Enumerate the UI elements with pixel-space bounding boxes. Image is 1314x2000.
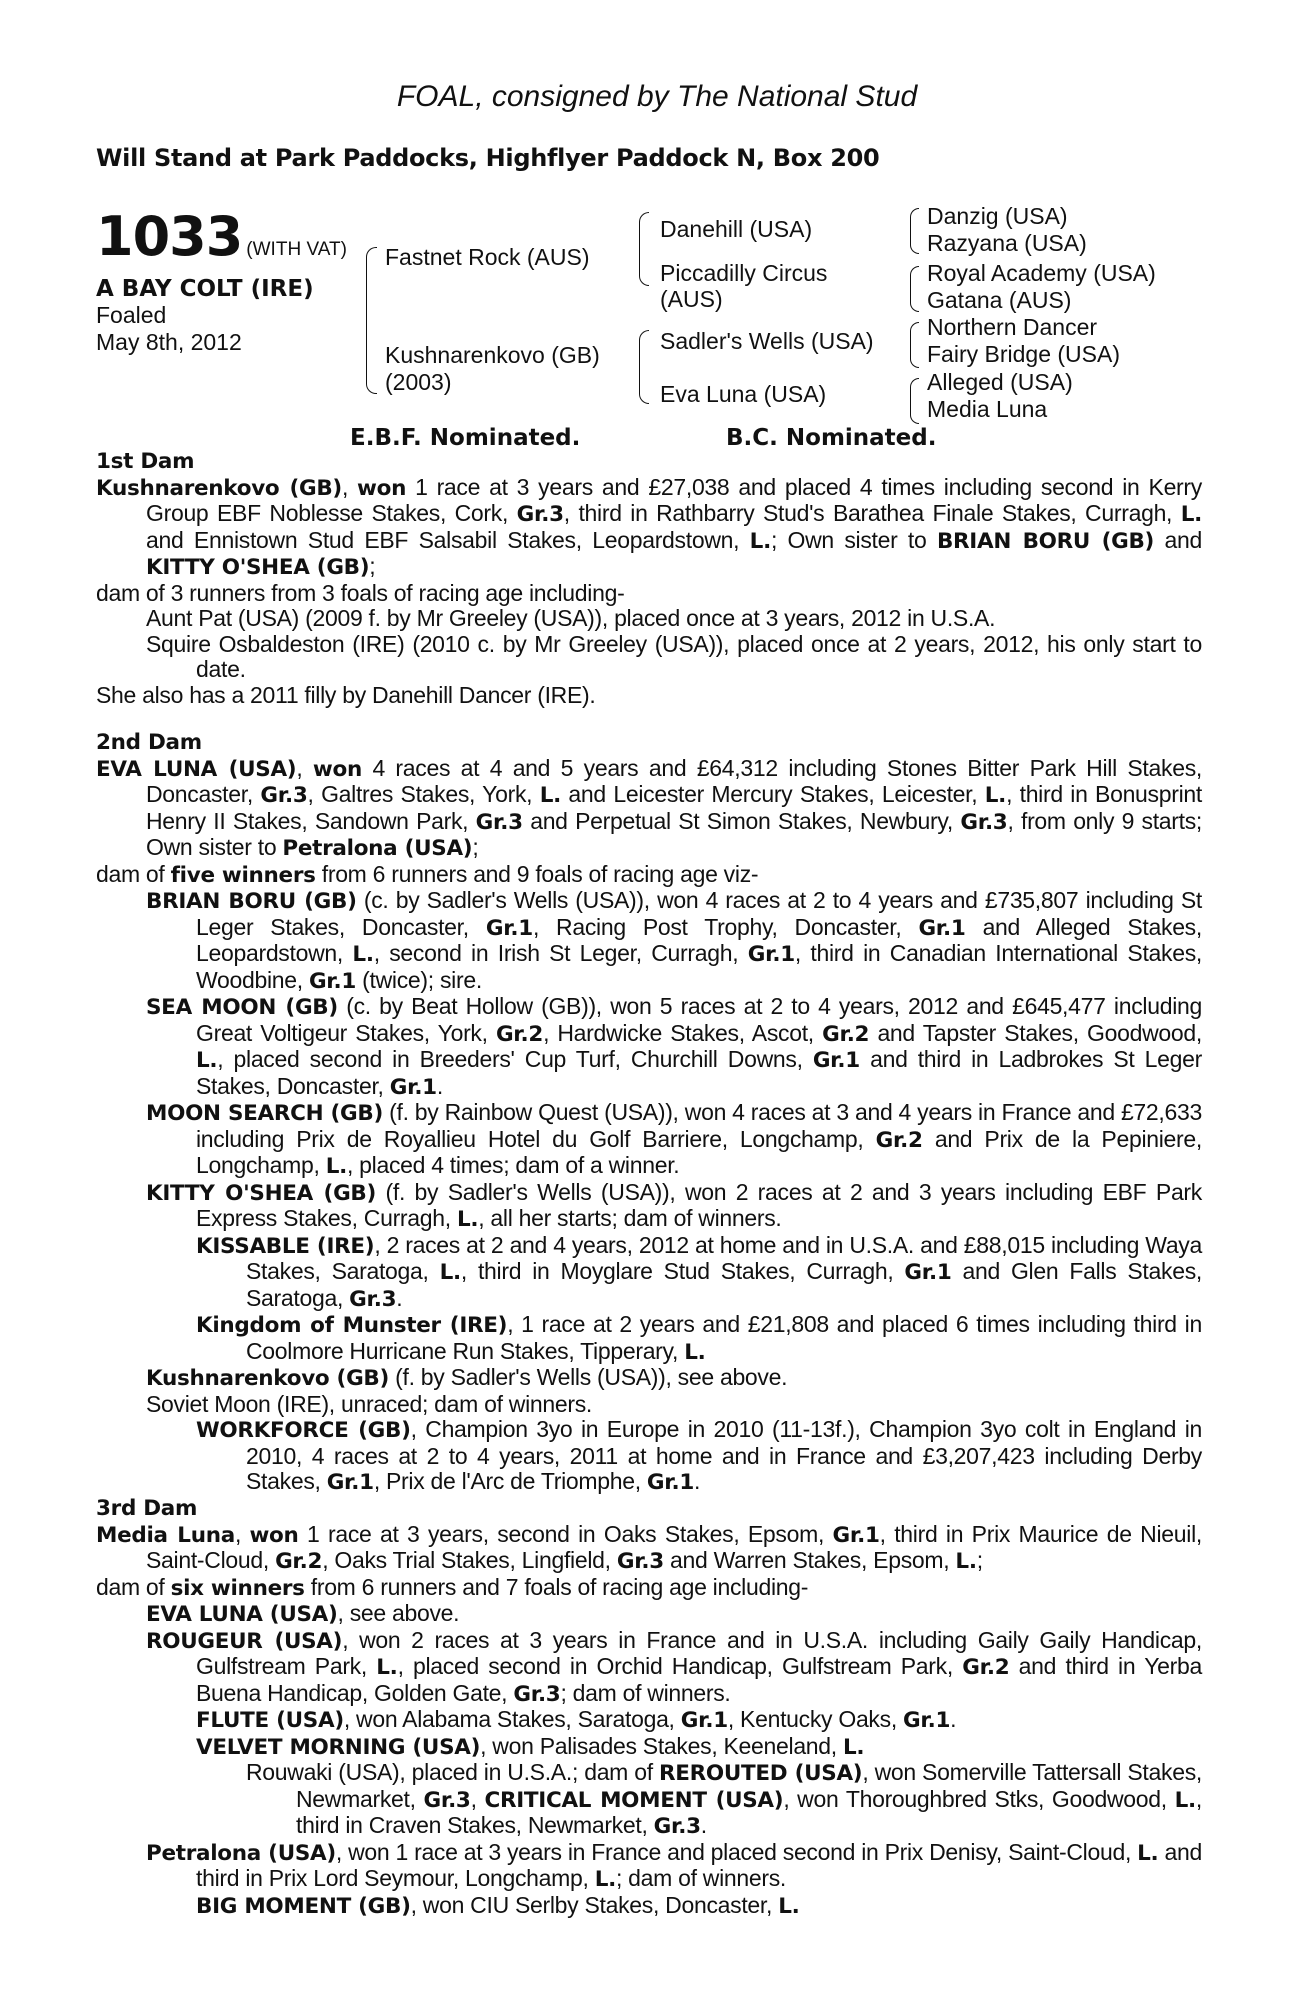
record-text: , placed second in Breeders' Cup Turf, Churchill Downs, <box>217 1046 813 1072</box>
listed-label: L. <box>984 783 1007 808</box>
record-text: , won Thoroughbred Stks, Goodwood, <box>783 1785 1175 1812</box>
record-text: and <box>1154 526 1202 553</box>
foaled-block <box>96 302 242 356</box>
grade-label: Gr.1 <box>308 968 357 994</box>
listed-label: L. <box>1174 1787 1196 1813</box>
grade-label: Gr.1 <box>485 915 533 941</box>
listed-label: L. <box>594 1867 616 1892</box>
record-text: , Oaks Trial Stakes, Lingfield, <box>322 1547 617 1573</box>
produce-entry <box>96 1840 1202 1893</box>
listed-label: L. <box>456 1207 479 1232</box>
listed-label: L. <box>1137 1840 1159 1866</box>
produce-entry <box>96 1734 1202 1761</box>
listed-label: L. <box>539 783 561 808</box>
record-text: dam of <box>96 860 171 887</box>
brace-gg4 <box>910 378 919 424</box>
listed-label: L. <box>376 1655 398 1680</box>
record-text: , third in Moyglare Stud Stakes, Curragh, <box>460 1258 905 1284</box>
foaled-label: Foaled <box>96 302 167 328</box>
horse-name: REROUTED (USA) <box>658 1761 863 1786</box>
record-text: and Ennistown Stud EBF Salsabil Stakes, Leopardstown, <box>146 526 750 553</box>
record-text: and Perpetual St Simon Stakes, Newbury, <box>522 807 961 834</box>
winners-count: six winners <box>170 1575 305 1601</box>
record-text: (c. by Sadler's Wells (USA)), won 4 races at 2 to 4 years and £735,807 including St Leger Stakes, Doncaster, <box>196 887 1202 940</box>
horse-name: MOON SEARCH (GB) <box>146 1101 383 1126</box>
consignment-line: FOAL, consigned by The National Stud <box>396 80 918 113</box>
pedigree-sire: Fastnet Rock (AUS) <box>385 244 590 270</box>
record-text: (f. by Rainbow Quest (USA)), won 4 races at 3 and 4 years in France and £72,633 including Prix de Royallieu Hotel du Golf Barriere, Longchamp, <box>196 1099 1202 1152</box>
pedigree-gg2: Razyana (USA) <box>927 230 1087 256</box>
grade-label: Gr.1 <box>812 1048 860 1073</box>
produce-entry: Aunt Pat (USA) (2009 f. by Mr Greeley (USA)), placed once at 3 years, 2012 in U.S.A. <box>146 605 996 631</box>
record-text: 4 races at 4 and 5 years and £64,312 including Stones Bitter Park Hill Stakes, Doncaster, <box>146 754 1202 807</box>
listed-label: L. <box>749 528 771 554</box>
lot-number: 1033 <box>96 205 243 268</box>
record-text: from 6 runners and 7 foals of racing age including- <box>304 1573 809 1600</box>
record-text: , third in Bonusprint Henry II Stakes, Sandown Park, <box>146 781 1202 834</box>
dam-name: EVA LUNA (USA) <box>96 756 297 782</box>
first-dam-record: Kushnarenkovo (GB), won 1 race at 3 years and £27,038 and placed 4 times including second in Kerry Group EBF Noblesse Stakes, Cork, Gr.3, third in Rathbarry Stud's Barathea Finale Stakes, Curragh, L. and Ennistown Stud EBF Salsabil Stakes, Leopardstown, L.; Own sister to BRIAN BORU (GB) and KITTY O'SHEA (GB); <box>96 473 1202 580</box>
sibling-name: BRIAN BORU (GB) <box>936 528 1155 554</box>
pedigree-dam-year: (2003) <box>385 369 452 395</box>
record-text: , third in Prix Maurice de Nieuil, Saint-Cloud, <box>146 1520 1202 1573</box>
stand-location: Will Stand at Park Paddocks, Highflyer Paddock N, Box 200 <box>96 144 880 172</box>
record-text: ; <box>369 553 376 579</box>
foaled-date: May 8th, 2012 <box>96 329 242 355</box>
record-text: . <box>950 1706 957 1732</box>
record-text: ; Own sister to <box>770 526 937 553</box>
record-text: , Galtres Stakes, York, <box>307 781 540 807</box>
brace-gg2 <box>910 266 919 312</box>
record-text: (f. by Sadler's Wells (USA)), won 2 races at 2 and 3 years including EBF Park Express Stakes, Curragh, <box>196 1178 1202 1231</box>
produce-entry <box>96 994 1202 1100</box>
record-text: , Racing Post Trophy, Doncaster, <box>532 913 919 940</box>
record-text: , won CIU Serlby Stakes, Doncaster, <box>410 1891 779 1918</box>
record-text: (c. by Beat Hollow (GB)), won 5 races at 2 to 4 years, 2012 and £645,477 including Great Voltigeur Stakes, York, <box>196 993 1203 1046</box>
record-text: , Champion 3yo in Europe in 2010 (11-13f.), Champion 3yo colt in England in 2010, 4 races at 2 to 4 years, 2011 at home and in France and £3,207,423 including Derby Stakes, <box>246 1416 1203 1494</box>
grade-label: Gr.2 <box>822 1021 870 1047</box>
winners-count: five winners <box>170 862 316 888</box>
produce-entry: Soviet Moon (IRE), unraced; dam of winners. <box>146 1390 593 1417</box>
record-text: . <box>436 1072 443 1099</box>
grade-label: Gr.3 <box>960 809 1008 835</box>
second-dam-section <box>96 730 1202 1496</box>
horse-name: EVA LUNA (USA) <box>146 1602 338 1627</box>
third-dam-heading: 3rd Dam <box>96 1496 198 1521</box>
record-text: , 1 race at 2 years and £21,808 and placed 6 times including third in Coolmore Hurricane Run Stakes, Tipperary, <box>246 1311 1202 1364</box>
won-label: won <box>357 475 407 501</box>
grade-label: Gr.1 <box>747 942 795 967</box>
record-text: and Tapster Stakes, Goodwood, <box>869 1019 1203 1046</box>
grade-label: Gr.2 <box>495 1021 544 1047</box>
horse-name: VELVET MORNING (USA) <box>196 1734 481 1760</box>
pedigree-gg7: Alleged (USA) <box>927 369 1073 395</box>
first-dam-section <box>96 449 1202 708</box>
pedigree-sire-sire: Danehill (USA) <box>660 216 813 242</box>
grade-label: Gr.3 <box>516 502 564 527</box>
record-text: , Kentucky Oaks, <box>727 1706 904 1732</box>
first-dam-heading: 1st Dam <box>96 449 195 474</box>
record-text: , 2 races at 2 and 4 years, 2012 at home and in U.S.A. and £88,015 including Waya Stakes, Saratoga, <box>246 1231 1202 1284</box>
record-text: , won Palisades Stakes, Keeneland, <box>480 1732 843 1759</box>
horse-name: CRITICAL MOMENT (USA) <box>484 1787 784 1813</box>
dam-of-line <box>96 1575 1202 1602</box>
record-text: ; <box>472 834 479 860</box>
produce-entry <box>96 888 1202 994</box>
dam-name: Kushnarenkovo (GB) <box>96 475 342 501</box>
brace-dam-parents <box>639 330 649 404</box>
record-text: , see above. <box>337 1600 460 1626</box>
record-text: , third in Craven Stakes, Newmarket, <box>296 1785 1203 1838</box>
produce-entry <box>96 1628 1202 1708</box>
pedigree-gg4: Gatana (AUS) <box>927 287 1072 313</box>
produce-entry <box>96 1312 1202 1365</box>
record-text: from 6 runners and 9 foals of racing age viz- <box>315 860 759 887</box>
pedigree-gg1: Danzig (USA) <box>927 203 1068 229</box>
grade-label: Gr.1 <box>389 1074 437 1100</box>
pedigree-dam-dam: Eva Luna (USA) <box>660 381 827 407</box>
won-label: won <box>249 1522 299 1548</box>
vat-note: (WITH VAT) <box>246 239 347 260</box>
lot-number-block <box>96 205 347 268</box>
record-text: , from only 9 starts; Own sister to <box>146 807 1203 860</box>
record-text: and Alleged Stakes, Leopardstown, <box>196 913 1202 966</box>
grade-label: Gr.1 <box>646 1470 695 1495</box>
produce-entry <box>96 1233 1202 1313</box>
listed-label: L. <box>684 1339 706 1365</box>
third-dam-section <box>96 1496 1202 1919</box>
pedigree-dam-sire: Sadler's Wells (USA) <box>660 328 874 354</box>
record-text: ; <box>976 1547 983 1573</box>
also-has-line: She also has a 2011 filly by Danehill Dancer (IRE). <box>96 681 596 708</box>
second-dam-record: EVA LUNA (USA), won 4 races at 4 and 5 years and £64,312 including Stones Bitter Park Hill Stakes, Doncaster, Gr.3, Galtres Stakes, York, L. and Leicester Mercury Stakes, Leicester, L., third in Bonusprint Henry II Stakes, Sandown Park, Gr.3 and Perpetual St Simon Stakes, Newbury, Gr.3, from only 9 starts; Own sister to Petralona (USA); <box>96 754 1203 861</box>
record-text: , third in Rathbarry Stud's Barathea Finale Stakes, Curragh, <box>563 500 1181 526</box>
produce-entry <box>96 1893 1202 1920</box>
sibling-name: KITTY O'SHEA (GB) <box>146 555 370 580</box>
record-text: and third in Yerba Buena Handicap, Golden Gate, <box>196 1653 1202 1706</box>
record-text: . <box>700 1812 707 1838</box>
horse-name: SEA MOON (GB) <box>146 995 338 1020</box>
produce-entry <box>96 1601 1202 1628</box>
record-text: ; dam of winners. <box>615 1865 786 1891</box>
record-text: (f. by Sadler's Wells (USA)), see above. <box>389 1364 788 1390</box>
record-text: , Prix de l'Arc de Triomphe, <box>373 1468 647 1494</box>
record-text: , won 2 races at 3 years in France and in U.S.A. including Gaily Gaily Handicap, Gulfstream Park, <box>196 1626 1202 1679</box>
pedigree-sire-dam-origin: (AUS) <box>660 286 723 312</box>
won-label: won <box>312 756 362 782</box>
brace-sire-dam <box>366 247 377 394</box>
listed-label: L. <box>778 1893 800 1919</box>
grade-label: Gr.1 <box>326 1470 374 1495</box>
horse-name: KITTY O'SHEA (GB) <box>146 1180 377 1206</box>
produce-entry <box>96 1180 1202 1233</box>
listed-label: L. <box>1180 502 1202 527</box>
record-text: and third in Ladbrokes St Leger Stakes, Doncaster, <box>196 1046 1202 1099</box>
lot-title: A BAY COLT (IRE) <box>96 276 314 302</box>
pedigree-gg5: Northern Dancer <box>927 314 1098 340</box>
record-text: . <box>396 1284 403 1311</box>
horse-name: BRIAN BORU (GB) <box>146 889 357 914</box>
record-text: and Leicester Mercury Stakes, Leicester, <box>560 781 985 807</box>
listed-label: L. <box>196 1048 218 1073</box>
pedigree-gg3: Royal Academy (USA) <box>927 260 1156 286</box>
brace-gg1 <box>910 208 919 254</box>
grade-label: Gr.2 <box>275 1549 323 1574</box>
record-text: Rouwaki (USA), placed in U.S.A.; dam of <box>246 1759 659 1785</box>
record-text: ; dam of winners. <box>560 1679 731 1706</box>
horse-name: Petralona (USA) <box>146 1840 336 1866</box>
horse-name: BIG MOMENT (GB) <box>196 1893 411 1919</box>
grade-label: Gr.3 <box>423 1787 471 1813</box>
record-text: and Prix de la Pepiniere, Longchamp, <box>196 1125 1202 1178</box>
horse-name: ROUGEUR (USA) <box>146 1628 343 1654</box>
bc-nominated: B.C. Nominated. <box>726 425 937 451</box>
record-text: , won Alabama Stakes, Saratoga, <box>343 1706 681 1732</box>
horse-name: Kushnarenkovo (GB) <box>146 1366 390 1391</box>
second-dam-heading: 2nd Dam <box>96 730 202 755</box>
record-text: and Warren Stakes, Epsom, <box>663 1547 956 1573</box>
sibling-name: Petralona (USA) <box>282 836 473 861</box>
listed-label: L. <box>439 1260 461 1285</box>
pedigree-gg8: Media Luna <box>927 396 1048 422</box>
record-text: , placed second in Orchid Handicap, Gulfstream Park, <box>397 1653 963 1679</box>
grade-label: Gr.1 <box>904 1260 952 1285</box>
grade-label: Gr.3 <box>513 1681 561 1707</box>
grade-label: Gr.3 <box>349 1286 397 1312</box>
listed-label: L. <box>352 942 374 967</box>
listed-label: L. <box>955 1549 977 1574</box>
record-text: 1 race at 3 years, second in Oaks Stakes, Epsom, <box>298 1520 833 1547</box>
grade-label: Gr.3 <box>616 1549 664 1574</box>
dam-name: Media Luna <box>96 1522 235 1548</box>
record-text: , second in Irish St Leger, Curragh, <box>373 940 748 966</box>
pedigree-sire-dam: Piccadilly Circus <box>660 260 828 286</box>
grade-label: Gr.2 <box>962 1655 1010 1680</box>
record-text: , all her starts; dam of winners. <box>478 1205 782 1231</box>
produce-entry <box>96 1707 1202 1734</box>
grade-label: Gr.3 <box>475 809 523 835</box>
record-text: , placed 4 times; dam of a winner. <box>346 1152 680 1178</box>
dam-of-line <box>96 862 1202 889</box>
record-text: , Hardwicke Stakes, Ascot, <box>543 1019 823 1046</box>
produce-entry <box>96 1365 1202 1392</box>
brace-gg3 <box>910 322 919 368</box>
record-text: , won 1 race at 3 years in France and placed second in Prix Denisy, Saint-Cloud, <box>335 1838 1138 1865</box>
record-text: . <box>694 1468 701 1494</box>
grade-label: Gr.3 <box>260 783 308 808</box>
produce-entry <box>96 1760 1202 1840</box>
produce-entry <box>96 1417 1202 1496</box>
record-text: 1 race at 3 years and £27,038 and placed 4 times including second in Kerry Group EBF Noblesse Stakes, Cork, <box>146 473 1202 526</box>
horse-name: KISSABLE (IRE) <box>196 1233 375 1259</box>
grade-label: Gr.2 <box>875 1127 923 1153</box>
record-text: , third in Canadian International Stakes, Woodbine, <box>196 940 1203 993</box>
ebf-nominated: E.B.F. Nominated. <box>350 425 581 451</box>
produce-entry <box>96 1100 1202 1180</box>
pedigree-gg6: Fairy Bridge (USA) <box>927 341 1120 367</box>
grade-label: Gr.1 <box>680 1708 728 1733</box>
record-text: (twice); sire. <box>356 966 482 993</box>
record-text: dam of <box>96 1573 171 1600</box>
grade-label: Gr.1 <box>918 915 966 941</box>
record-text: , <box>470 1785 485 1812</box>
dam-of-line: dam of 3 runners from 3 foals of racing age including- <box>96 579 625 606</box>
horse-name: Kingdom of Munster (IRE) <box>196 1313 508 1338</box>
grade-label: Gr.1 <box>903 1708 951 1733</box>
record-text: , won Somerville Tattersall Stakes, Newmarket, <box>296 1759 1202 1812</box>
listed-label: L. <box>325 1154 347 1179</box>
listed-label: L. <box>842 1734 865 1760</box>
grade-label: Gr.1 <box>832 1522 880 1548</box>
third-dam-record: Media Luna, won 1 race at 3 years, second in Oaks Stakes, Epsom, Gr.1, third in Prix Maurice de Nieuil, Saint-Cloud, Gr.2, Oaks Trial Stakes, Lingfield, Gr.3 and Warren Stakes, Epsom, L.; <box>96 1520 1202 1574</box>
brace-sire-parents <box>639 212 649 286</box>
produce-entry: Squire Osbaldeston (IRE) (2010 c. by Mr Greeley (USA)), placed once at 2 years, 2012, his only start to date. <box>146 630 1202 682</box>
record-text: and Glen Falls Stakes, Saratoga, <box>246 1258 1202 1311</box>
record-text: and third in Prix Lord Seymour, Longchamp, <box>196 1838 1203 1891</box>
grade-label: Gr.3 <box>653 1814 701 1839</box>
horse-name: WORKFORCE (GB) <box>196 1418 411 1443</box>
horse-name: FLUTE (USA) <box>196 1708 344 1733</box>
pedigree-dam: Kushnarenkovo (GB) <box>385 342 600 368</box>
